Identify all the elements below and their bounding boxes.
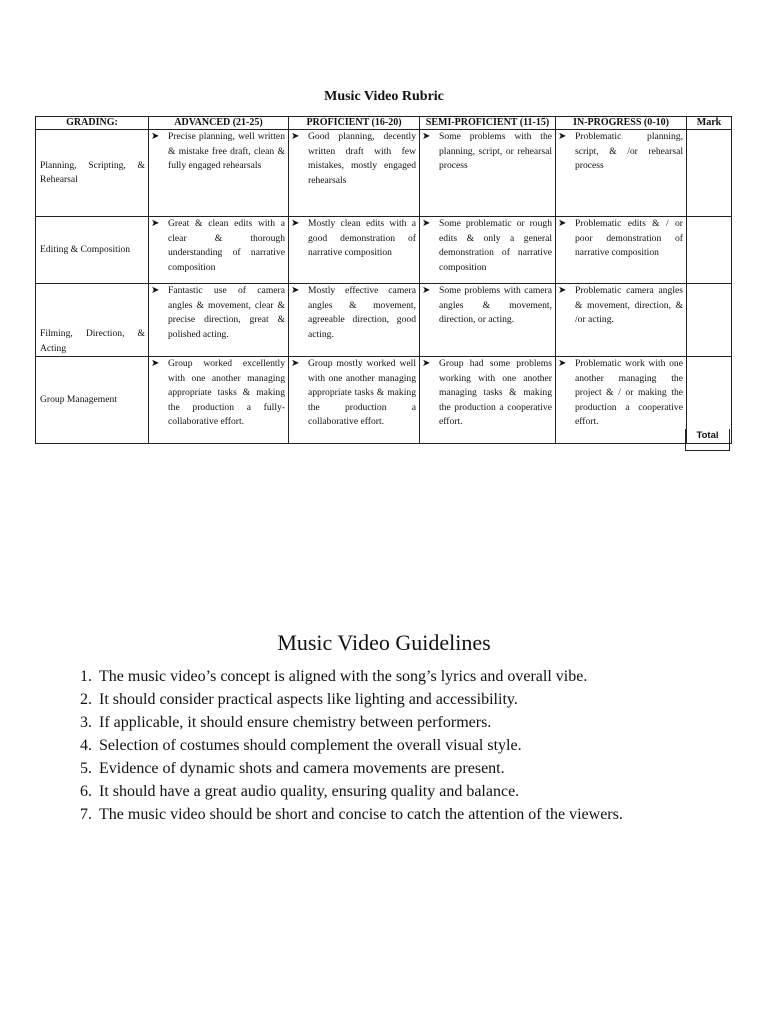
- rubric-cell: ➤ Fantastic use of camera angles & movement, clear & precise direction, great & polished acting.: [149, 284, 289, 357]
- list-item: 5. Evidence of dynamic shots and camera movements are present.: [80, 760, 505, 777]
- criterion-label: Filming, Direction, & Acting: [36, 284, 149, 357]
- rubric-cell: ➤ Some problems with camera angles & movement, direction, or acting.: [420, 284, 556, 357]
- arrow-bullet-icon: ➤: [558, 358, 567, 369]
- guidelines-list: [80, 665, 623, 826]
- list-item: 1. The music video’s concept is aligned with the song’s lyrics and overall vibe.: [80, 668, 588, 685]
- rubric-table: [35, 116, 732, 444]
- rubric-cell: ➤ Some problems with the planning, script, or rehearsal process: [420, 130, 556, 217]
- list-item: 4. Selection of costumes should complement the overall visual style.: [80, 737, 522, 754]
- arrow-bullet-icon: ➤: [558, 218, 567, 229]
- table-row: [36, 217, 732, 284]
- header-proficient: PROFICIENT (16-20): [289, 117, 420, 130]
- list-item: 2. It should consider practical aspects like lighting and accessibility.: [80, 691, 518, 708]
- mark-cell[interactable]: [687, 130, 732, 217]
- rubric-cell: ➤ Problematic edits & / or poor demonstration of narrative composition: [556, 217, 687, 284]
- rubric-header-row: [36, 117, 732, 130]
- list-item: 7. The music video should be short and concise to catch the attention of the viewers.: [80, 806, 623, 823]
- arrow-bullet-icon: ➤: [558, 285, 567, 296]
- arrow-bullet-icon: ➤: [151, 218, 160, 229]
- table-row: [36, 284, 732, 357]
- header-advanced: ADVANCED (21-25): [149, 117, 289, 130]
- rubric-cell: ➤ Some problematic or rough edits & only a general demonstration of narrative composition: [420, 217, 556, 284]
- rubric-cell: ➤ Mostly clean edits with a good demonstration of narrative composition: [289, 217, 420, 284]
- mark-cell[interactable]: [687, 284, 732, 357]
- guidelines-title: Music Video Guidelines: [277, 630, 491, 655]
- arrow-bullet-icon: ➤: [558, 131, 567, 142]
- rubric-cell: ➤ Precise planning, well written & mistake free draft, clean & fully engaged rehearsals: [149, 130, 289, 217]
- arrow-bullet-icon: ➤: [422, 358, 431, 369]
- criterion-label: Editing & Composition: [36, 217, 149, 284]
- arrow-bullet-icon: ➤: [291, 358, 300, 369]
- arrow-bullet-icon: ➤: [422, 131, 431, 142]
- rubric-cell: ➤ Great & clean edits with a clear & thorough understanding of narrative composition: [149, 217, 289, 284]
- header-mark: Mark: [687, 117, 732, 130]
- arrow-bullet-icon: ➤: [151, 285, 160, 296]
- rubric-cell: ➤ Group had some problems working with one another managing tasks & making the production a cooperative effort.: [420, 357, 556, 444]
- list-item: 3. If applicable, it should ensure chemistry between performers.: [80, 714, 492, 731]
- criterion-label: Planning, Scripting, & Rehearsal: [36, 130, 149, 217]
- criterion-label: Group Management: [36, 357, 149, 444]
- arrow-bullet-icon: ➤: [291, 131, 300, 142]
- table-row: [36, 130, 732, 217]
- header-semi-proficient: SEMI-PROFICIENT (11-15): [420, 117, 556, 130]
- mark-cell[interactable]: [687, 217, 732, 284]
- rubric-cell: ➤ Problematic camera angles & movement, direction, & /or acting.: [556, 284, 687, 357]
- rubric-cell: ➤ Problematic work with one another managing the project & / or making the production a cooperative effort.: [556, 357, 687, 444]
- header-grading: GRADING:: [36, 117, 149, 130]
- rubric-cell: ➤ Group worked excellently with one another managing appropriate tasks & making the production a fully-collaborative effort.: [149, 357, 289, 444]
- arrow-bullet-icon: ➤: [291, 218, 300, 229]
- header-in-progress: IN-PROGRESS (0-10): [556, 117, 687, 130]
- arrow-bullet-icon: ➤: [151, 358, 160, 369]
- table-row: [36, 357, 732, 444]
- arrow-bullet-icon: ➤: [422, 285, 431, 296]
- rubric-cell: ➤ Mostly effective camera angles & movement, agreeable direction, good acting.: [289, 284, 420, 357]
- rubric-cell: ➤ Good planning, decently written draft with few mistakes, mostly engaged rehearsals: [289, 130, 420, 217]
- rubric-cell: ➤ Group mostly worked well with one another managing appropriate tasks & making the production a collaborative effort.: [289, 357, 420, 444]
- rubric-cell: ➤ Problematic planning, script, & /or rehearsal process: [556, 130, 687, 217]
- total-cell: Total: [685, 429, 730, 451]
- arrow-bullet-icon: ➤: [151, 131, 160, 142]
- arrow-bullet-icon: ➤: [422, 218, 431, 229]
- rubric-title: Music Video Rubric: [324, 89, 444, 104]
- arrow-bullet-icon: ➤: [291, 285, 300, 296]
- list-item: 6. It should have a great audio quality, ensuring quality and balance.: [80, 783, 520, 800]
